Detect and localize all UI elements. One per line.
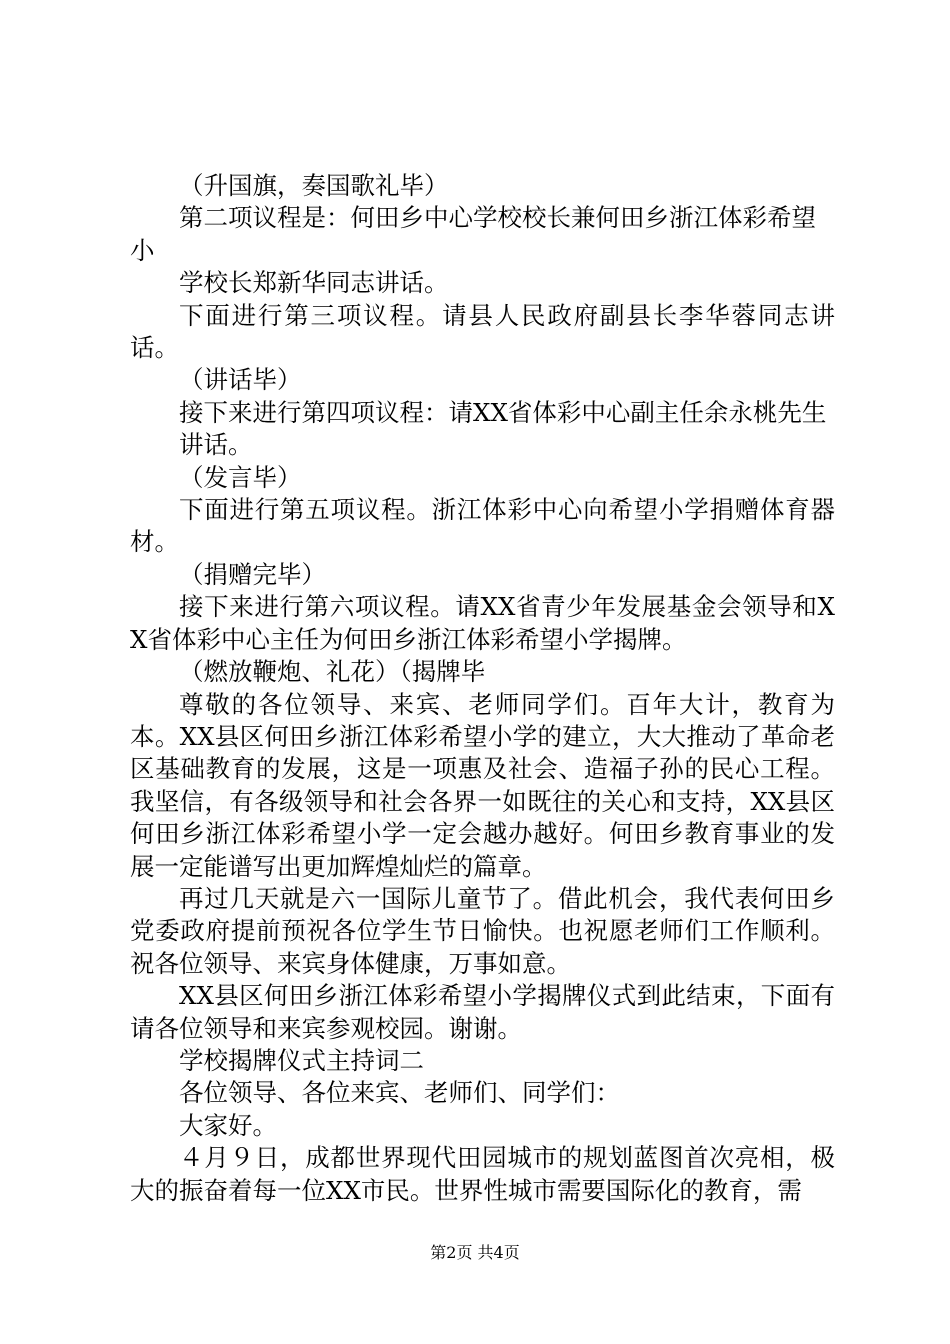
paragraph-11: 接下来进行第六项议程。请XX省青少年发展基金会领导和XX省体彩中心主任为何田乡浙江体彩希望小学揭牌。 [130, 592, 835, 654]
paragraph-5: （讲话毕） [179, 365, 302, 395]
paragraph-13: 尊敬的各位领导、来宾、老师同学们。百年大计，教育为本。XX县区何田乡浙江体彩希望小学的建立，大大推动了革命老区基础教育的发展，这是一项惠及社会、造福子孙的民心工程。我坚信，有各级领导和社会各界一如既往的关心和支持，XX县区何田乡浙江体彩希望小学一定会越办越好。何田乡教育事业的发展一定能谱写出更加辉煌灿烂的篇章。 [130, 689, 835, 881]
paragraph-1: （升国旗，奏国歌礼毕） [179, 171, 449, 200]
paragraph-19: ４月９日，成都世界现代田园城市的规划蓝图首次亮相，极大的振奋着每一位XX市民。世界性城市需要国际化的教育，需 [130, 1143, 835, 1205]
paragraph-15: XX县区何田乡浙江体彩希望小学揭牌仪式到此结束，下面有请各位领导和来宾参观校园。谢谢。 [130, 981, 835, 1043]
paragraph-4: 下面进行第三项议程。请县人民政府副县长李华蓉同志讲话。 [130, 300, 835, 363]
greeting: 大家好。 [179, 1110, 277, 1140]
section-heading: 学校揭牌仪式主持词二 [179, 1045, 424, 1075]
paragraph-6: 接下来进行第四项议程：请XX省体彩中心副主任余永桃先生 [179, 397, 827, 427]
page-number-footer: 第2页 共4页 [430, 1243, 520, 1262]
salutation: 各位领导、各位来宾、老师们、同学们： [179, 1078, 620, 1108]
paragraph-14: 再过几天就是六一国际儿童节了。借此机会，我代表何田乡党委政府提前预祝各位学生节日愉快。也祝愿老师们工作顺利。祝各位领导、来宾身体健康，万事如意。 [130, 883, 835, 978]
paragraph-9: 下面进行第五项议程。浙江体彩中心向希望小学捐赠体育器材。 [130, 495, 835, 557]
paragraph-7: 讲话。 [179, 430, 253, 460]
document-body [130, 170, 835, 1207]
paragraph-3: 学校长郑新华同志讲话。 [179, 268, 449, 298]
paragraph-2: 第二项议程是：何田乡中心学校校长兼何田乡浙江体彩希望小 [130, 203, 816, 265]
paragraph-10: （捐赠完毕） [179, 559, 326, 589]
paragraph-8: （发言毕） [179, 462, 302, 492]
paragraph-12: （燃放鞭炮、礼花）（揭牌毕 [179, 657, 486, 687]
